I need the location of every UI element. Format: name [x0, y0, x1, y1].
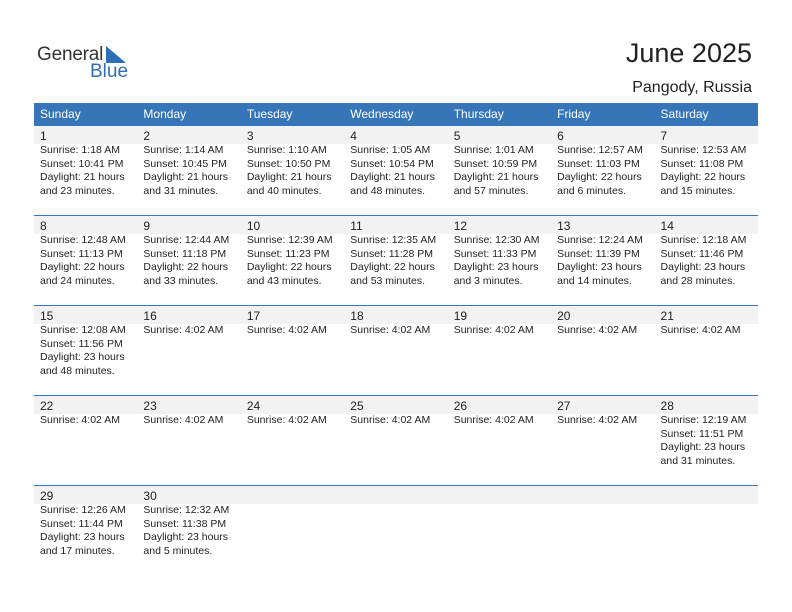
sun-info-line: and 28 minutes. [660, 274, 736, 287]
day-number: 26 [453, 399, 468, 413]
sun-info-line: Sunrise: 1:01 AM [453, 144, 534, 156]
day-cell [551, 395, 654, 468]
sun-info-line: Daylight: 23 hours [40, 531, 125, 543]
sun-info-line: Sunrise: 1:10 AM [246, 144, 327, 156]
sun-info-line: Daylight: 23 hours [660, 441, 746, 453]
day-cell [34, 485, 137, 558]
day-number: 10 [246, 219, 261, 233]
day-number: 6 [557, 129, 564, 143]
sun-info-line: Sunrise: 12:44 AM [143, 234, 230, 246]
day-cell [137, 395, 240, 468]
sun-info-line: Sunset: 11:38 PM [143, 517, 227, 530]
sun-info-line: Daylight: 23 hours [557, 261, 642, 273]
weekday-header: Monday [143, 107, 187, 121]
sun-info-line: Sunrise: 12:48 AM [40, 234, 126, 246]
sun-info-line: Sunset: 11:08 PM [660, 157, 744, 170]
sun-info-line: Sunrise: 1:18 AM [40, 144, 120, 156]
day-number: 7 [660, 129, 668, 143]
day-number: 28 [660, 399, 674, 413]
sun-info-line: Sunset: 10:41 PM [40, 157, 124, 170]
generalblue-logo [37, 44, 137, 84]
day-number: 24 [246, 399, 261, 413]
day-cell [655, 215, 758, 288]
calendar-title: June 2025 [625, 38, 752, 68]
day-number: 13 [557, 219, 571, 233]
sun-info-line: Sunset: 11:44 PM [40, 517, 123, 530]
sun-info-line: and 6 minutes. [557, 184, 626, 197]
day-cell [344, 215, 447, 288]
week-row [34, 125, 758, 215]
sun-info-line: Sunset: 10:54 PM [350, 157, 434, 170]
day-cell [448, 305, 551, 378]
day-number: 3 [246, 129, 254, 143]
day-number: 5 [453, 129, 461, 143]
day-number: 17 [246, 309, 261, 323]
week-row [34, 305, 758, 395]
sun-info-line: Sunset: 11:46 PM [660, 247, 744, 260]
day-cell [655, 395, 758, 468]
sun-info-line: Sunrise: 4:02 AM [350, 324, 431, 336]
day-number: 21 [660, 309, 674, 323]
sun-info-line: Daylight: 22 hours [143, 261, 229, 273]
sun-info-line: and 43 minutes. [246, 274, 322, 287]
sun-info-line: Daylight: 23 hours [143, 531, 229, 543]
sun-info-line: and 3 minutes. [453, 274, 523, 287]
sun-info-line: Sunrise: 12:53 AM [660, 144, 747, 156]
calendar-location: Pangody, Russia [632, 79, 752, 96]
empty-day-cell [344, 485, 447, 558]
day-number: 19 [453, 309, 468, 323]
day-cell [551, 305, 654, 378]
sun-info-line: and 40 minutes. [246, 184, 322, 197]
sun-info-line: Sunrise: 4:02 AM [453, 324, 534, 336]
sun-info-line: Sunset: 10:59 PM [453, 157, 538, 170]
sun-info-line: Daylight: 22 hours [246, 261, 332, 273]
day-cell [34, 125, 137, 198]
sun-info-line: Sunset: 11:39 PM [557, 247, 640, 260]
empty-day-cell [551, 485, 654, 558]
sun-info-line: Sunset: 11:51 PM [660, 427, 744, 440]
day-number: 4 [350, 129, 357, 143]
sun-info-line: and 31 minutes. [143, 184, 219, 197]
sun-info-line: Daylight: 21 hours [350, 171, 435, 183]
day-number: 8 [40, 219, 47, 233]
sun-info-line: Daylight: 22 hours [557, 171, 642, 183]
sun-info-line: Sunrise: 4:02 AM [40, 414, 120, 426]
day-cell [344, 305, 447, 378]
sun-info-line: Sunrise: 4:02 AM [660, 324, 741, 336]
sun-info-line: and 31 minutes. [660, 454, 736, 467]
sun-info-line: Sunrise: 12:26 AM [40, 504, 126, 516]
weekday-header: Wednesday [350, 107, 414, 121]
sun-info-line: and 48 minutes. [350, 184, 425, 197]
empty-day-cell [655, 485, 758, 558]
sun-info-line: and 24 minutes. [40, 274, 115, 287]
sun-info-line: and 17 minutes. [40, 544, 115, 557]
sun-info-line: Sunset: 11:03 PM [557, 157, 640, 170]
day-number: 14 [660, 219, 674, 233]
sun-info-line: Daylight: 21 hours [246, 171, 332, 183]
sun-info-line: and 14 minutes. [557, 274, 632, 287]
day-number: 30 [143, 489, 157, 503]
sun-info-line: Sunset: 11:28 PM [350, 247, 433, 260]
day-cell [34, 305, 137, 378]
weekday-header: Tuesday [246, 107, 293, 121]
day-number [350, 485, 447, 504]
sun-info-line: Sunset: 11:13 PM [40, 247, 123, 260]
day-cell [241, 305, 344, 378]
day-cell [551, 125, 654, 198]
sun-info-line: Sunrise: 4:02 AM [557, 414, 638, 426]
day-cell [448, 125, 551, 198]
day-number: 11 [350, 219, 363, 233]
day-number: 16 [143, 309, 157, 323]
sun-info-line: Sunset: 11:18 PM [143, 247, 227, 260]
sun-info-line: Sunrise: 4:02 AM [143, 414, 224, 426]
calendar-grid [34, 103, 758, 575]
sun-info-line: Sunrise: 12:30 AM [453, 234, 540, 246]
day-number: 2 [143, 129, 151, 143]
sun-info-line: Sunrise: 4:02 AM [246, 324, 327, 336]
sun-info-line: Sunrise: 12:57 AM [557, 144, 643, 156]
sun-info-line: Sunset: 11:56 PM [40, 337, 123, 350]
sun-info-line: and 48 minutes. [40, 364, 115, 377]
sun-info-line: Sunrise: 1:05 AM [350, 144, 431, 156]
day-number: 9 [143, 219, 151, 233]
sun-info-line: Daylight: 22 hours [660, 171, 746, 183]
day-cell [551, 215, 654, 288]
sun-info-line: Sunrise: 4:02 AM [557, 324, 638, 336]
day-cell [448, 215, 551, 288]
weekday-header: Saturday [660, 107, 709, 121]
day-number: 27 [557, 399, 571, 413]
day-number: 22 [40, 399, 54, 413]
day-cell [34, 395, 137, 468]
logo-text-general: General [37, 44, 104, 65]
sun-info-line: and 53 minutes. [350, 274, 425, 287]
sun-info-line: Sunrise: 4:02 AM [453, 414, 534, 426]
day-cell [344, 125, 447, 198]
weekday-header: Thursday [453, 107, 504, 121]
sun-info-line: Sunrise: 12:32 AM [143, 504, 230, 516]
day-number: 1 [40, 129, 47, 143]
day-number: 18 [350, 309, 364, 323]
sun-info-line: Sunrise: 12:08 AM [40, 324, 126, 336]
sun-info-line: Sunrise: 12:24 AM [557, 234, 643, 246]
sun-info-line: Daylight: 21 hours [143, 171, 229, 183]
sun-info-line: Sunrise: 12:35 AM [350, 234, 437, 246]
sun-info-line: and 5 minutes. [143, 544, 213, 557]
day-cell [448, 395, 551, 468]
day-number: 12 [453, 219, 468, 233]
sun-info-line: and 33 minutes. [143, 274, 219, 287]
day-number [661, 485, 758, 504]
logo-text-blue: Blue [90, 61, 129, 82]
day-cell [241, 395, 344, 468]
day-number [247, 485, 344, 504]
week-row [34, 395, 758, 485]
day-number [454, 485, 551, 504]
week-row [34, 485, 758, 575]
day-cell [655, 305, 758, 378]
sun-info-line: Sunrise: 4:02 AM [246, 414, 327, 426]
empty-day-cell [448, 485, 551, 558]
sun-info-line: Sunset: 11:33 PM [453, 247, 537, 260]
sun-info-line: Sunset: 10:50 PM [246, 157, 331, 170]
day-number: 15 [40, 309, 54, 323]
day-number: 23 [143, 399, 157, 413]
weekday-header: Friday [557, 107, 591, 121]
week-row [34, 215, 758, 305]
sun-info-line: Sunrise: 4:02 AM [143, 324, 224, 336]
sun-info-line: Sunrise: 1:14 AM [143, 144, 224, 156]
sun-info-line: and 57 minutes. [453, 184, 529, 197]
day-cell [137, 305, 240, 378]
sun-info-line: Daylight: 22 hours [350, 261, 435, 273]
day-number: 20 [557, 309, 571, 323]
day-cell [34, 215, 137, 288]
sun-info-line: Sunrise: 12:18 AM [660, 234, 747, 246]
sun-info-line: Daylight: 23 hours [660, 261, 746, 273]
weekday-header-row [34, 103, 758, 125]
sun-info-line: Daylight: 21 hours [40, 171, 125, 183]
weeks-container [34, 125, 758, 575]
day-number [557, 485, 654, 504]
sun-info-line: Daylight: 23 hours [40, 351, 125, 363]
sun-info-line: Daylight: 23 hours [453, 261, 539, 273]
sun-info-line: Sunset: 10:45 PM [143, 157, 227, 170]
day-number: 25 [350, 399, 364, 413]
sun-info-line: Sunrise: 12:39 AM [246, 234, 333, 246]
day-cell [137, 485, 240, 558]
sun-info-line: Daylight: 21 hours [453, 171, 539, 183]
day-cell [241, 125, 344, 198]
sun-info-line: Sunrise: 12:19 AM [660, 414, 747, 426]
sun-info-line: Daylight: 22 hours [40, 261, 125, 273]
sun-info-line: and 15 minutes. [660, 184, 736, 197]
day-number: 29 [40, 489, 54, 503]
sun-info-line: Sunrise: 4:02 AM [350, 414, 431, 426]
day-cell [137, 215, 240, 288]
day-cell [344, 395, 447, 468]
day-cell [137, 125, 240, 198]
day-cell [241, 215, 344, 288]
sun-info-line: Sunset: 11:23 PM [246, 247, 330, 260]
sun-info-line: and 23 minutes. [40, 184, 115, 197]
empty-day-cell [241, 485, 344, 558]
weekday-header: Sunday [40, 107, 81, 121]
day-cell [655, 125, 758, 198]
